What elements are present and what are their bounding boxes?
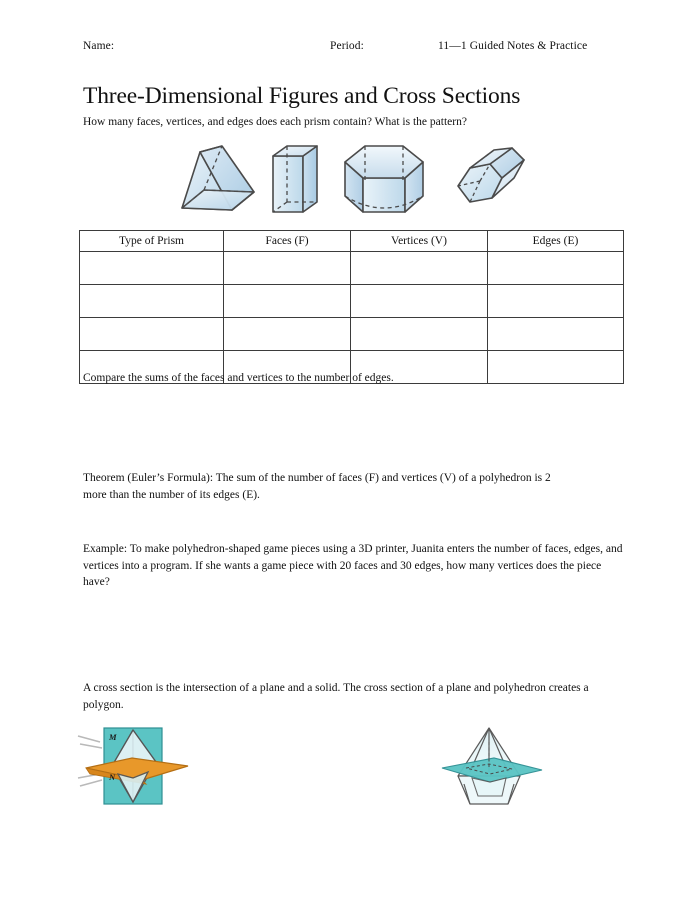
column-header-faces: Faces (F) [224,231,351,252]
table-row [80,285,624,318]
cell-type[interactable] [80,252,224,285]
cell-vertices[interactable] [351,285,488,318]
cell-faces[interactable] [224,285,351,318]
table-row [80,252,624,285]
cell-edges[interactable] [488,285,624,318]
name-label: Name: [83,40,115,52]
table-header-row [80,231,624,252]
cell-type[interactable] [80,318,224,351]
example-problem-text: Example: To make polyhedron-shaped game pieces using a 3D printer, Juanita enters the number of faces, edges, and vertices into a program. If she wants a game piece with 20 faces and 30 edges, how many vertices does the piece have? [83,543,623,588]
cross-section-definition: A cross section is the intersection of a plane and a solid. The cross section of a plane and polyhedron creates a polygon. [83,682,589,711]
plane-n-label: N [109,772,116,782]
period-label: Period: [330,40,364,52]
prism-figures-row [160,134,550,226]
euler-theorem-text: Theorem (Euler’s Formula): The sum of the number of faces (F) and vertices (V) of a polyhedron is 2 more than the number of its edges (E). [83,472,551,501]
cell-vertices[interactable] [351,318,488,351]
column-header-edges: Edges (E) [488,231,624,252]
cell-edges[interactable] [488,252,624,285]
page-subtitle: How many faces, vertices, and edges does each prism contain? What is the pattern? [83,116,467,128]
plane-intersecting-bipyramid-diagram [432,722,552,812]
cell-faces[interactable] [224,318,351,351]
column-header-vertices: Vertices (V) [351,231,488,252]
two-intersecting-planes-diagram [78,722,213,812]
worksheet-header [83,40,623,56]
plane-m-label: M [109,732,117,742]
cell-faces[interactable] [224,252,351,285]
page-title: Three-Dimensional Figures and Cross Sections [83,83,521,109]
table-row [80,318,624,351]
motion-lines [78,736,102,786]
cell-edges[interactable] [488,318,624,351]
prism-data-table [79,230,624,384]
compare-instruction: Compare the sums of the faces and vertices to the number of edges. [83,372,394,384]
column-header-type: Type of Prism [80,231,224,252]
triangular-prism-figure [170,134,265,222]
rectangular-prism-figure [265,134,327,222]
cell-vertices[interactable] [351,252,488,285]
hexagonal-prism-figure [450,134,540,222]
course-label: 11—1 Guided Notes & Practice [438,40,588,52]
cell-type[interactable] [80,285,224,318]
pentagonal-prism-figure [335,134,433,222]
